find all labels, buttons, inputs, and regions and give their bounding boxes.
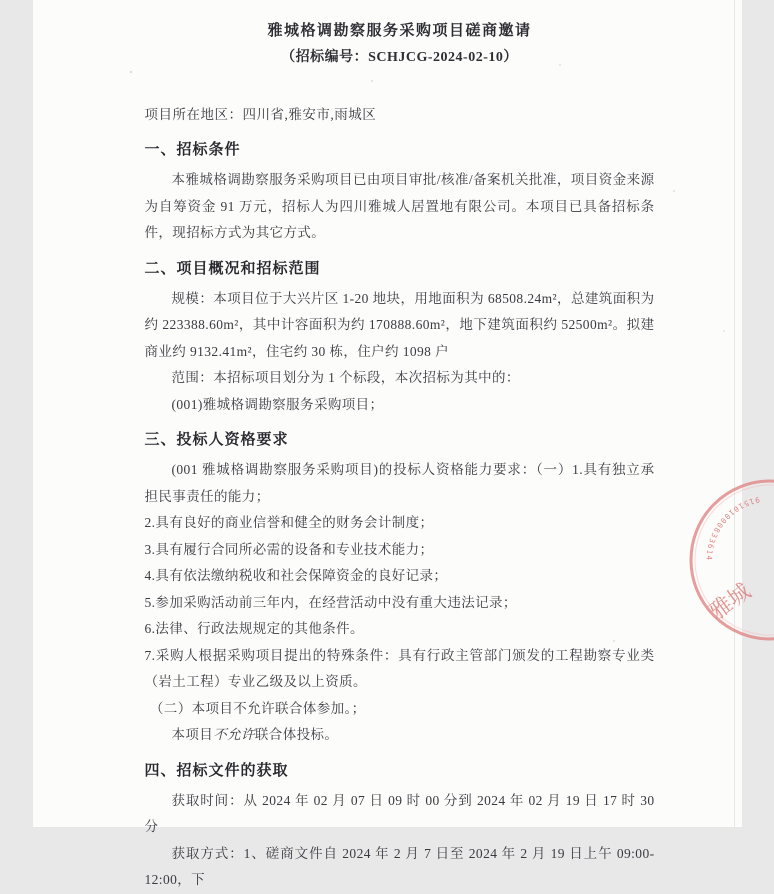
paragraph-lot-001: (001)雅城格调勘察服务采购项目；: [145, 392, 655, 419]
paragraph-project-scale: 规模：本项目位于大兴片区 1-20 地块，用地面积为 68508.24m²，总建筑面积为约 223388.60m²，其中计容面积为约 170888.60m²，地下建筑面积约 52500m²。拟建商业约 9132.41m²，住宅约 30 栋，住户约 1098 户: [145, 286, 655, 366]
section-heading-2: 二、项目概况和招标范围: [145, 256, 655, 282]
paragraph-scope: 范围：本招标项目划分为 1 个标段，本次招标为其中的：: [145, 365, 655, 392]
section-heading-3: 三、投标人资格要求: [145, 427, 655, 453]
paragraph-obtain-time: 获取时间：从 2024 年 02 月 07 日 09 时 00 分到 2024 年 02 月 19 日 17 时 30 分: [145, 788, 655, 841]
note-suffix: 联合体投标。: [255, 727, 338, 742]
qualification-item-6: 6.法律、行政法规规定的其他条件。: [145, 616, 655, 643]
section-heading-1: 一、招标条件: [145, 137, 655, 163]
note-prefix: 本项目: [172, 727, 214, 742]
scanned-document-page: [33, 0, 742, 827]
section-heading-4: 四、招标文件的获取: [145, 758, 655, 784]
qualification-item-2: 2.具有良好的商业信誉和健全的财务会计制度；: [145, 510, 655, 537]
project-location-line: 项目所在地区：四川省,雅安市,雨城区: [145, 102, 655, 128]
qualification-item-5: 5.参加采购活动前三年内，在经营活动中没有重大违法记录；: [145, 590, 655, 617]
scan-noise-specks: [130, 71, 132, 73]
qualification-item-4: 4.具有依法缴纳税收和社会保障资金的良好记录；: [145, 563, 655, 590]
qualification-item-7: 7.采购人根据采购项目提出的特殊条件：具有行政主管部门颁发的工程勘察专业类（岩土工程）专业乙级及以上资质。: [145, 643, 655, 696]
paragraph-obtain-method: 获取方式：1、磋商文件自 2024 年 2 月 7 日至 2024 年 2 月 19 日上午 09:00-12:00，下: [145, 841, 655, 894]
stamp-ring: [691, 481, 774, 639]
paragraph-no-consortium: （二）本项目不允许联合体参加。；: [145, 696, 655, 723]
qualification-item-3: 3.具有履行合同所必需的设备和专业技术能力；: [145, 537, 655, 564]
document-title: 雅城格调勘察服务采购项目磋商邀请: [145, 20, 655, 42]
stamp-inner-characters: 雅城: [704, 578, 754, 624]
paragraph-qualification-intro: (001 雅城格调勘察服务采购项目)的投标人资格能力要求：（一）1.具有独立承担民事责任的能力；: [145, 457, 655, 510]
scan-edge-line: [734, 0, 735, 827]
document-body: [145, 20, 655, 894]
paragraph-no-consortium-note: [145, 722, 655, 749]
official-stamp: [665, 448, 774, 678]
bid-number-line: （招标编号：SCHJCG-2024-02-10）: [145, 47, 655, 69]
paragraph-bid-conditions: 本雅城格调勘察服务采购项目已由项目审批/核准/备案机关批准，项目资金来源为自筹资金 91 万元，招标人为四川雅城人居置地有限公司。本项目已具备招标条件，现招标方式为其它方式。: [145, 167, 655, 247]
stamp-code-digits: 915101000833614: [704, 495, 760, 562]
note-italic-not-allowed: 不允许: [213, 727, 255, 742]
